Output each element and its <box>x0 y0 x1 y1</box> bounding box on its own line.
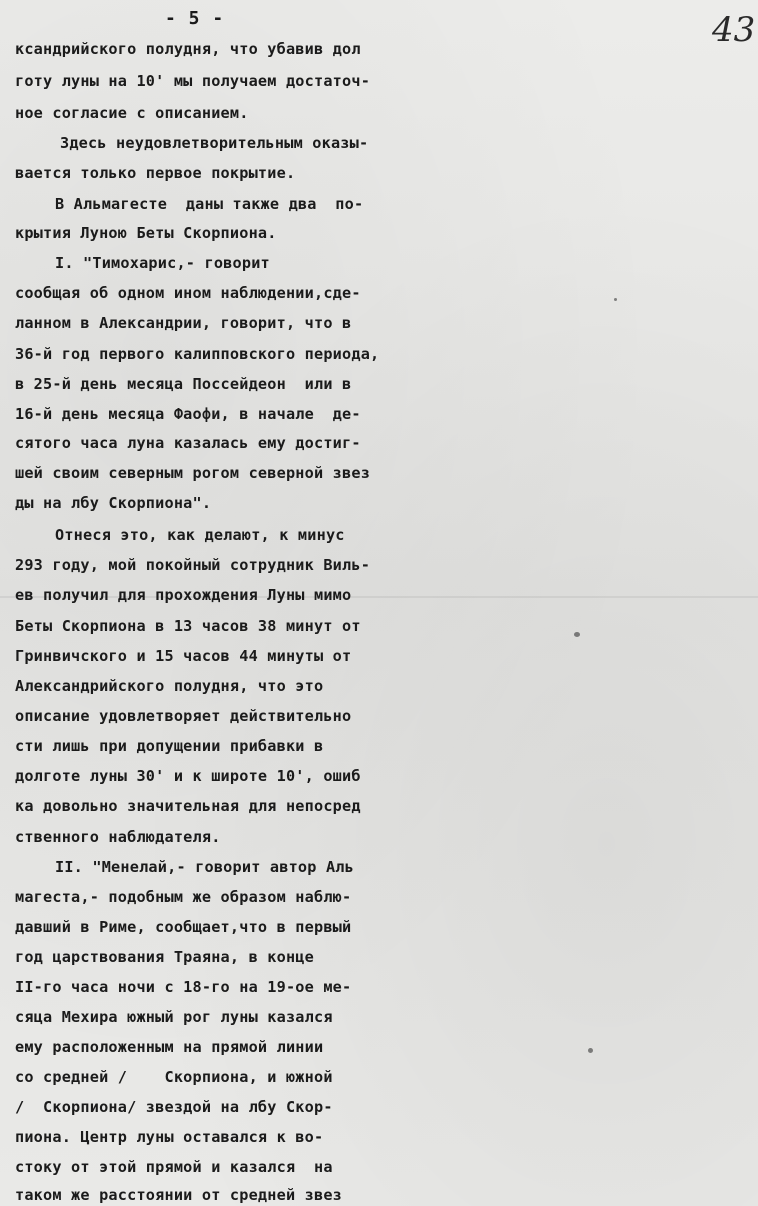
text-line: Александрийского полудня, что это <box>15 677 324 695</box>
text-line: 293 году, мой покойный сотрудник Виль- <box>15 556 371 574</box>
text-line: II. "Менелай,- говорит автор Аль <box>55 858 354 876</box>
page-number: - 5 - <box>165 8 225 29</box>
ink-spot <box>614 298 617 301</box>
text-line: Здесь неудовлетворительным оказы- <box>60 134 369 152</box>
folio-number: 43 <box>712 10 756 50</box>
text-line: Гринвичского и 15 часов 44 минуты от <box>15 647 352 665</box>
text-line: вается только первое покрытие. <box>15 164 296 182</box>
text-line: ланном в Александрии, говорит, что в <box>15 314 352 332</box>
text-line: ксандрийского полудня, что убавив дол <box>15 40 361 58</box>
text-line: описание удовлетворяет действительно <box>15 707 352 725</box>
text-line: год царствования Траяна, в конце <box>15 948 314 966</box>
text-line: ка довольно значительная для непосред <box>15 797 361 815</box>
text-line: ему расположенным на прямой линии <box>15 1038 324 1056</box>
text-line: Беты Скорпиона в 13 часов 38 минут от <box>15 617 361 635</box>
text-line: II-го часа ночи с 18-го на 19-ое ме- <box>15 978 352 996</box>
ink-spot <box>588 1048 593 1053</box>
text-line: со средней / Скорпиона, и южной <box>15 1068 333 1086</box>
text-line: магеста,- подобным же образом наблю- <box>15 888 352 906</box>
text-line: Отнеся это, как делают, к минус <box>55 526 345 544</box>
text-line: пиона. Центр луны оставался к во- <box>15 1128 324 1146</box>
text-line: 36-й год первого калипповского периода, <box>15 345 380 363</box>
text-line: в 25-й день месяца Поссейдеон или в <box>15 375 352 393</box>
text-line: 16-й день месяца Фаофи, в начале де- <box>15 405 361 423</box>
text-line: ственного наблюдателя. <box>15 828 221 846</box>
text-line: ное согласие с описанием. <box>15 104 249 122</box>
text-line: сятого часа луна казалась ему достиг- <box>15 434 361 452</box>
text-line: таком же расстоянии от средней звез <box>15 1186 343 1204</box>
text-line: сти лишь при допущении прибавки в <box>15 737 324 755</box>
text-line: I. "Тимохарис,- говорит <box>55 254 270 272</box>
text-line: крытия Луною Беты Скорпиона. <box>15 224 277 242</box>
text-line: готу луны на 10' мы получаем достаточ- <box>15 72 371 90</box>
text-line: / Скорпиона/ звездой на лбу Скор- <box>15 1098 333 1116</box>
text-line: В Альмагесте даны также два по- <box>55 195 364 213</box>
text-line: долготе луны 30' и к широте 10', ошиб <box>15 767 361 785</box>
ink-spot <box>574 632 580 637</box>
text-line: давший в Риме, сообщает,что в первый <box>15 918 352 936</box>
text-line: стоку от этой прямой и казался на <box>15 1158 333 1176</box>
text-line: ев получил для прохождения Луны мимо <box>15 586 352 604</box>
text-line: шей своим северным рогом северной звез <box>15 464 371 482</box>
text-line: сообщая об одном ином наблюдении,сде- <box>15 284 361 302</box>
text-line: ды на лбу Скорпиона". <box>15 494 212 512</box>
text-line: сяца Мехира южный рог луны казался <box>15 1008 333 1026</box>
